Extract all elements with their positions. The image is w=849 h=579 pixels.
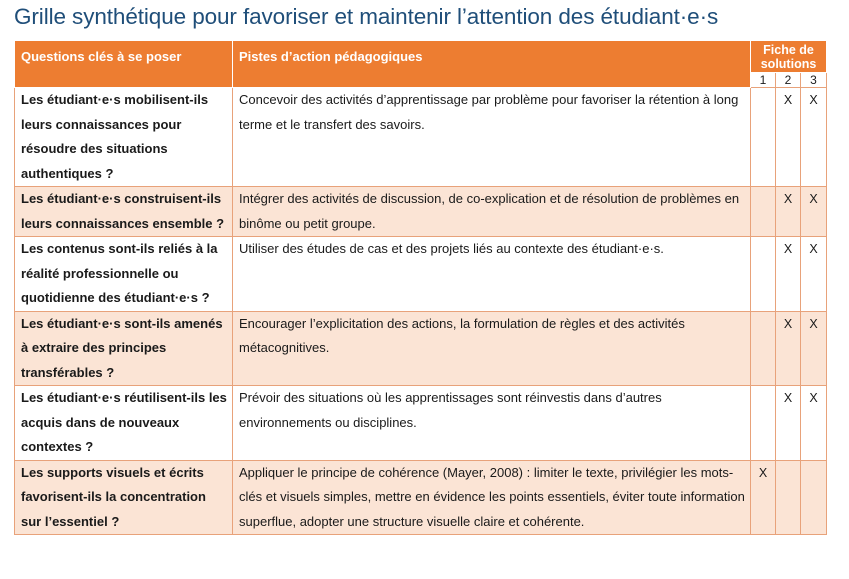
- fiche1-cell: [751, 88, 776, 187]
- table-row: [15, 386, 827, 461]
- fiche2-cell: [776, 460, 801, 535]
- column-header-fiche: [751, 41, 827, 73]
- fiche-number-3: 3: [801, 73, 827, 88]
- fiche-label-line1: Fiche de: [763, 42, 814, 57]
- piste-cell: Utiliser des études de cas et des projets liés au contexte des étudiant·e·s.: [233, 237, 751, 312]
- question-cell: Les contenus sont-ils reliés à la réalité professionnelle ou quotidienne des étudiant·e·s ?: [15, 237, 233, 312]
- column-header-pistes: Pistes d’action pédagogiques: [233, 41, 751, 88]
- synthesis-grid-table: [14, 40, 827, 535]
- fiche1-cell: X: [751, 460, 776, 535]
- fiche2-cell: X: [776, 237, 801, 312]
- table-row: [15, 237, 827, 312]
- column-header-questions: Questions clés à se poser: [15, 41, 233, 88]
- question-cell: Les étudiant·e·s réutilisent-ils les acquis dans de nouveaux contextes ?: [15, 386, 233, 461]
- fiche1-cell: [751, 237, 776, 312]
- table-row: [15, 187, 827, 237]
- fiche2-cell: X: [776, 311, 801, 386]
- fiche1-cell: [751, 187, 776, 237]
- fiche-number-1: 1: [751, 73, 776, 88]
- header-row: [15, 41, 827, 73]
- piste-cell: Appliquer le principe de cohérence (Mayer, 2008) : limiter le texte, privilégier les mots-clés et visuels simples, mettre en évidence les points essentiels, éviter toute information superflue, adopter une structure visuelle claire et cohérente.: [233, 460, 751, 535]
- piste-cell: Concevoir des activités d’apprentissage par problème pour favoriser la rétention à long terme et le transfert des savoirs.: [233, 88, 751, 187]
- fiche3-cell: [801, 460, 827, 535]
- piste-cell: Encourager l’explicitation des actions, la formulation de règles et des activités métacognitives.: [233, 311, 751, 386]
- fiche3-cell: X: [801, 311, 827, 386]
- question-cell: Les supports visuels et écrits favorisent-ils la concentration sur l’essentiel ?: [15, 460, 233, 535]
- question-cell: Les étudiant·e·s sont-ils amenés à extraire des principes transférables ?: [15, 311, 233, 386]
- question-cell: Les étudiant·e·s mobilisent-ils leurs connaissances pour résoudre des situations authentiques ?: [15, 88, 233, 187]
- fiche3-cell: X: [801, 237, 827, 312]
- fiche1-cell: [751, 386, 776, 461]
- fiche2-cell: X: [776, 187, 801, 237]
- piste-cell: Prévoir des situations où les apprentissages sont réinvestis dans d’autres environnements ou disciplines.: [233, 386, 751, 461]
- fiche2-cell: X: [776, 88, 801, 187]
- page-title: Grille synthétique pour favoriser et maintenir l’attention des étudiant·e·s: [14, 4, 719, 29]
- fiche3-cell: X: [801, 386, 827, 461]
- fiche2-cell: X: [776, 386, 801, 461]
- question-cell: Les étudiant·e·s construisent-ils leurs connaissances ensemble ?: [15, 187, 233, 237]
- table-row: [15, 460, 827, 535]
- fiche1-cell: [751, 311, 776, 386]
- fiche3-cell: X: [801, 187, 827, 237]
- piste-cell: Intégrer des activités de discussion, de co-explication et de résolution de problèmes en binôme ou petit groupe.: [233, 187, 751, 237]
- fiche-number-2: 2: [776, 73, 801, 88]
- table-row: [15, 88, 827, 187]
- fiche3-cell: X: [801, 88, 827, 187]
- fiche-label-line2: solutions: [760, 56, 817, 71]
- table-row: [15, 311, 827, 386]
